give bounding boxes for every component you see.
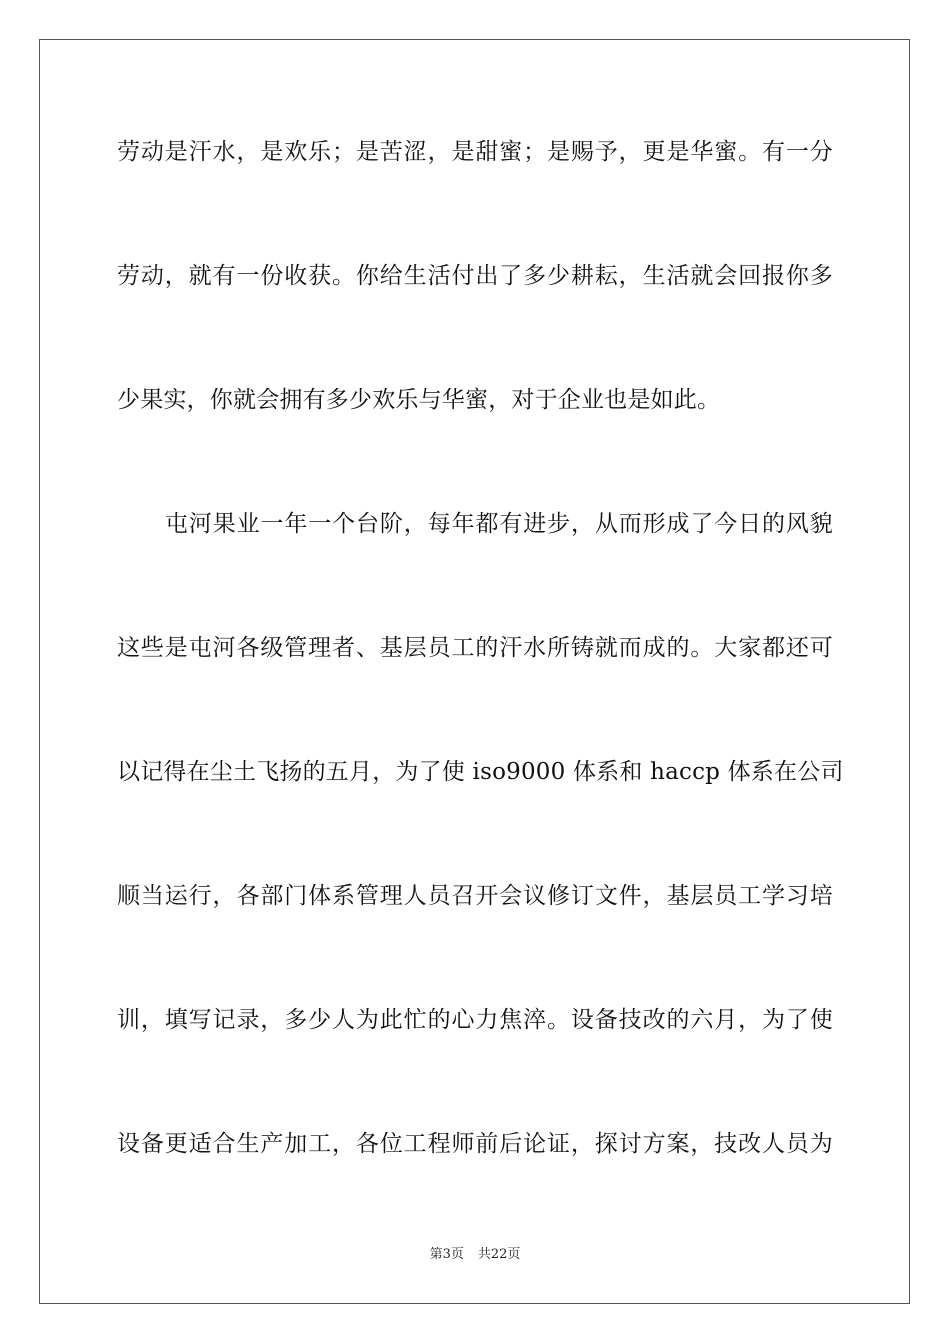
- text-line-8: 训，填写记录，多少人为此忙的心力焦淬。设备技改的六月，为了使: [117, 1007, 833, 1033]
- page-number: 第3页: [429, 1247, 464, 1262]
- text-line-1: 劳动是汗水，是欢乐；是苦涩，是甜蜜；是赐予，更是华蜜。有一分: [117, 139, 833, 165]
- text-line-6: 以记得在尘土飞扬的五月，为了使 iso9000 体系和 haccp 体系在公司: [117, 759, 844, 785]
- page-footer: [0, 1246, 950, 1264]
- text-line-9: 设备更适合生产加工，各位工程师前后论证，探讨方案，技改人员为: [117, 1131, 833, 1157]
- text-line-7: 顺当运行，各部门体系管理人员召开会议修订文件，基层员工学习培: [117, 883, 833, 909]
- text-line-3: 少果实，你就会拥有多少欢乐与华蜜，对于企业也是如此。: [117, 387, 721, 413]
- text-line-4: 屯河果业一年一个台阶，每年都有进步，从而形成了今日的风貌: [165, 511, 833, 537]
- page-border: [39, 39, 910, 1304]
- page-total: 共22页: [477, 1247, 521, 1262]
- text-line-2: 劳动，就有一份收获。你给生活付出了多少耕耘，生活就会回报你多: [117, 263, 833, 289]
- text-line-5: 这些是屯河各级管理者、基层员工的汗水所铸就而成的。大家都还可: [117, 635, 833, 661]
